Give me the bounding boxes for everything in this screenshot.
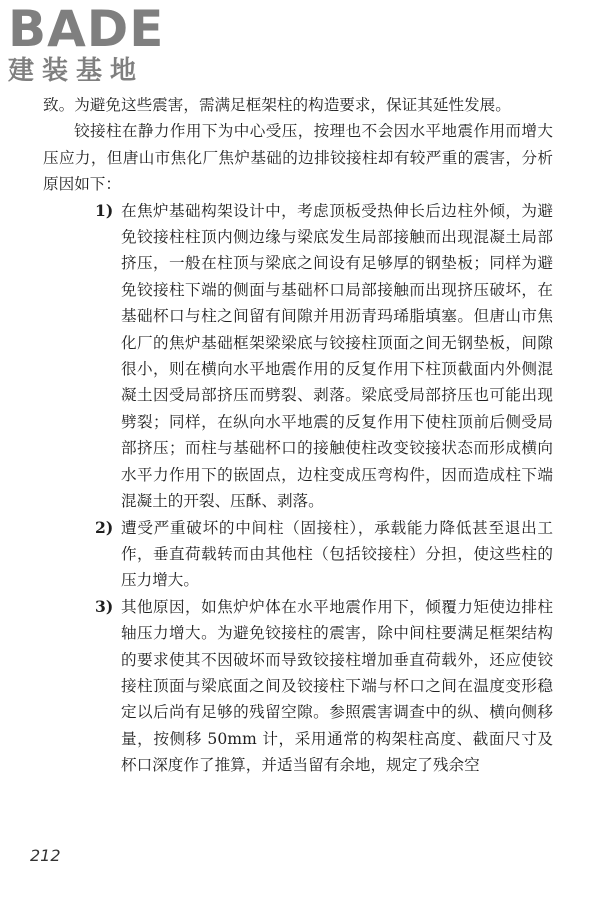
paragraph-intro: 铰接柱在静力作用下为中心受压，按理也不会因水平地震作用而增大压应力，但唐山市焦化厂焦炉基础的边排铰接柱却有较严重的震害，分析原因如下：	[43, 122, 553, 194]
list-number: 2)	[95, 517, 114, 537]
list-text: 其他原因，如焦炉炉体在水平地震作用下，倾覆力矩使边排柱轴压力增大。为避免铰接柱的震害，除中间柱要满足框架结构的要求使其不因破坏而导致铰接柱增加垂直荷载外，还应使铰接柱顶面与梁底面之间及铰接柱下端与杯口之间在温度变形稳定以后尚有足够的残留空隙。参照震害调查中的纵、横向侧移量，按侧移 50mm 计，采用通常的构架柱高度、截面尺寸及杯口深度作了推算，并适当留有余地，规定了残余空	[121, 597, 553, 775]
paragraph-continuation: 致。为避免这些震害，需满足框架柱的构造要求，保证其延性发展。	[43, 96, 511, 114]
list-text: 在焦炉基础构架设计中，考虑顶板受热伸长后边柱外倾，为避免铰接柱柱顶内侧边缘与梁底发生局部接触而出现混凝土局部挤压，一般在柱顶与梁底之间设有足够厚的钢垫板；同样为避免铰接柱下端的侧面与基础杯口局部接触而出现挤压破坏，在基础杯口与柱之间留有间隙并用沥青玛琋脂填塞。但唐山市焦化厂的焦炉基础框架梁梁底与铰接柱顶面之间无钢垫板，间隙很小，则在横向水平地震作用的反复作用下柱顶截面内外侧混凝土因受局部挤压而劈裂、剥落。梁底受局部挤压也可能出现劈裂；同样，在纵向水平地震的反复作用下使柱顶前后侧受局部挤压；而柱与基础杯口的接触使柱改变铰接状态而形成横向水平力作用下的嵌固点，边柱变成压弯构件，因而造成柱下端混凝土的开裂、压酥、剥落。	[121, 201, 553, 511]
logo-brand-text: BADE	[8, 0, 165, 58]
bade-logo	[8, 0, 198, 90]
list-item-1	[43, 198, 553, 515]
list-item-3	[43, 594, 553, 779]
page-body	[43, 92, 553, 779]
list-number: 3)	[95, 596, 114, 616]
logo-subtitle-text: 建装基地	[8, 56, 145, 86]
page-number: 212	[30, 846, 61, 865]
list-number: 1)	[95, 200, 114, 220]
list-item-2	[43, 515, 553, 594]
list-text: 遭受严重破坏的中间柱（固接柱），承载能力降低甚至退出工作，垂直荷载转而由其他柱（包括铰接柱）分担，使这些柱的压力增大。	[121, 518, 553, 590]
